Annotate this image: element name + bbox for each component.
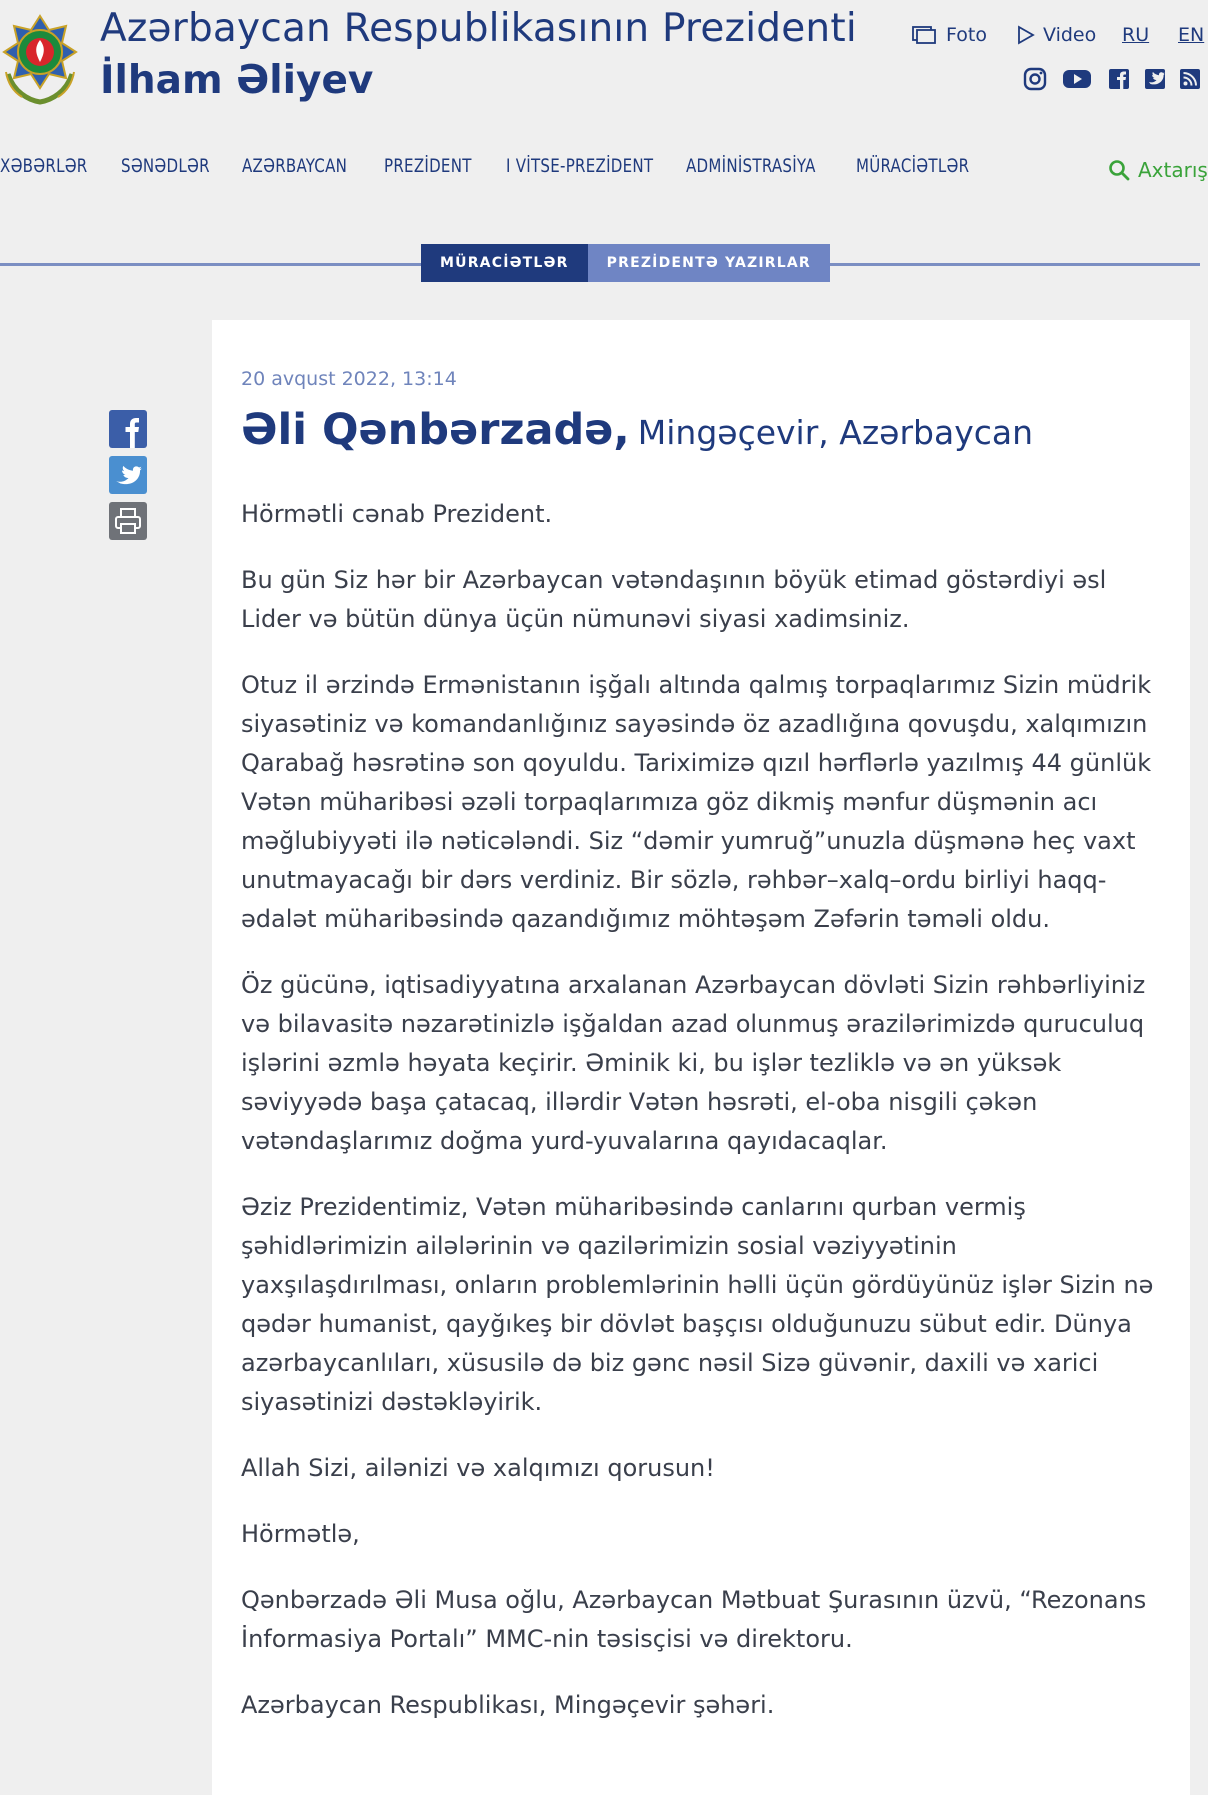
breadcrumb-prezidente-yazirlar[interactable]: PREZİDENTƏ YAZIRLAR [588, 244, 830, 282]
nav-item-xeberler[interactable]: XƏBƏRLƏR [0, 155, 88, 177]
letter-paragraph: Hörmətlə, [241, 1520, 360, 1548]
instagram-icon[interactable] [1022, 66, 1048, 92]
nav-item-administrasiya[interactable]: ADMİNİSTRASİYA [686, 155, 816, 177]
nav-item-muracietler[interactable]: MÜRACİƏTLƏR [856, 155, 970, 177]
twitter-share-icon[interactable] [109, 456, 147, 494]
print-icon[interactable] [109, 502, 147, 540]
search-button[interactable] [1108, 158, 1208, 182]
lang-ru-link[interactable]: RU [1122, 24, 1150, 46]
nav-item-senedler[interactable]: SƏNƏDLƏR [121, 155, 210, 177]
letter-paragraph: Öz gücünə, iqtisadiyyatına arxalanan Azərbaycan dövləti Sizin rəhbərliyiniz və bilavasitə nəzarətinizlə işğaldan azad olunmuş ərazilərimizdə quruculuq işlərini əzmlə həyata keçirir. Əminik ki, bu işlər tezliklə və ən yüksək səviyyədə başa çatacaq, illərdir Vətən həsrəti, el-oba nisgili çəkən vətəndaşlarımız doğma yurd-yuvalarına qayıdacaqlar. [241, 971, 1146, 1155]
rss-icon[interactable] [1177, 66, 1203, 92]
letter-date: 20 avqust 2022, 13:14 [241, 368, 457, 390]
nav-item-vitse-prezident[interactable]: I VİTSE-PREZİDENT [506, 155, 654, 177]
search-icon [1108, 159, 1130, 181]
letter-paragraph: Otuz il ərzində Ermənistanın işğalı altında qalmış torpaqlarımız Sizin müdrik siyasətiniz və komandanlığınız sayəsində öz azadlığına qovuşdu, xalqımızın Qarabağ həsrətinə son qoyuldu. Tariximizə qızıl hərflərlə yazılmış 44 günlük Vətən müharibəsi əzəli torpaqlarımıza göz dikmiş mənfur düşmənin acı məğlubiyyəti ilə nəticələndi. Siz “dəmir yumruğ”unuzla düşmənə heç vaxt unutmayacağı bir dərs verdiniz. Bir sözlə, rəhbər–xalq–ordu birliyi haqq-ədalət müharibəsində qazandığımız möhtəşəm Zəfərin təməli oldu. [241, 671, 1152, 933]
youtube-icon[interactable] [1062, 66, 1092, 92]
nav-item-prezident[interactable]: PREZİDENT [384, 155, 472, 177]
breadcrumb [421, 244, 830, 282]
nav-item-azerbaycan[interactable]: AZƏRBAYCAN [242, 155, 348, 177]
play-icon [1017, 25, 1035, 45]
letter-paragraph: Qənbərzadə Əli Musa oğlu, Azərbaycan Mətbuat Şurasının üzvü, “Rezonans İnformasiya Portalı” MMC-nin təsisçisi və direktoru. [241, 1586, 1147, 1653]
video-label: Video [1043, 24, 1097, 46]
state-emblem-logo[interactable] [0, 12, 80, 104]
letter-paragraph: Azərbaycan Respublikası, Mingəçevir şəhəri. [241, 1691, 775, 1719]
facebook-icon[interactable] [1106, 66, 1132, 92]
letter-paragraph: Hörmətli cənab Prezident. [241, 500, 553, 528]
letter-paragraph: Bu gün Siz hər bir Azərbaycan vətəndaşının böyük etimad göstərdiyi əsl Lider və bütün dünya üçün nümunəvi siyasi xadimsiniz. [241, 566, 1107, 633]
author-name: Əli Qənbərzadə, [241, 405, 630, 455]
foto-label: Foto [946, 24, 987, 46]
twitter-icon[interactable] [1142, 66, 1168, 92]
letter-paragraph: Allah Sizi, ailənizi və xalqımızı qorusun! [241, 1454, 715, 1482]
letter-paragraph: Əziz Prezidentimiz, Vətən müharibəsində canlarını qurban vermiş şəhidlərimizin ailələrinin və qazilərimizin sosial vəziyyətinin yaxşılaşdırılması, onların problemlərinin həlli üçün gördüyünüz işlər Sizin nə qədər humanist, qayğıkeş bir dövlət başçısı olduğunuzu sübut edir. Dünya azərbaycanlıları, xüsusilə də biz gənc nəsil Sizə güvənir, daxili və xarici siyasətinizi dəstəkləyirik. [241, 1193, 1154, 1416]
letter-card [212, 320, 1190, 1795]
photo-icon [912, 25, 938, 45]
main-nav [0, 155, 1200, 191]
search-label: Axtarış [1138, 158, 1208, 182]
foto-link[interactable] [912, 24, 987, 46]
site-header [0, 0, 1205, 130]
video-link[interactable] [1017, 24, 1096, 46]
letter-author [241, 405, 1033, 455]
breadcrumb-muracietler[interactable]: MÜRACİƏTLƏR [421, 244, 588, 282]
letter-body [241, 495, 1161, 1752]
site-title-line1[interactable]: Azərbaycan Respublikasının Prezidenti [100, 6, 857, 51]
facebook-share-icon[interactable] [109, 410, 147, 448]
lang-en-link[interactable]: EN [1178, 24, 1205, 46]
site-title-line2[interactable]: İlham Əliyev [100, 58, 374, 103]
author-location: Mingəçevir, Azərbaycan [637, 413, 1034, 452]
